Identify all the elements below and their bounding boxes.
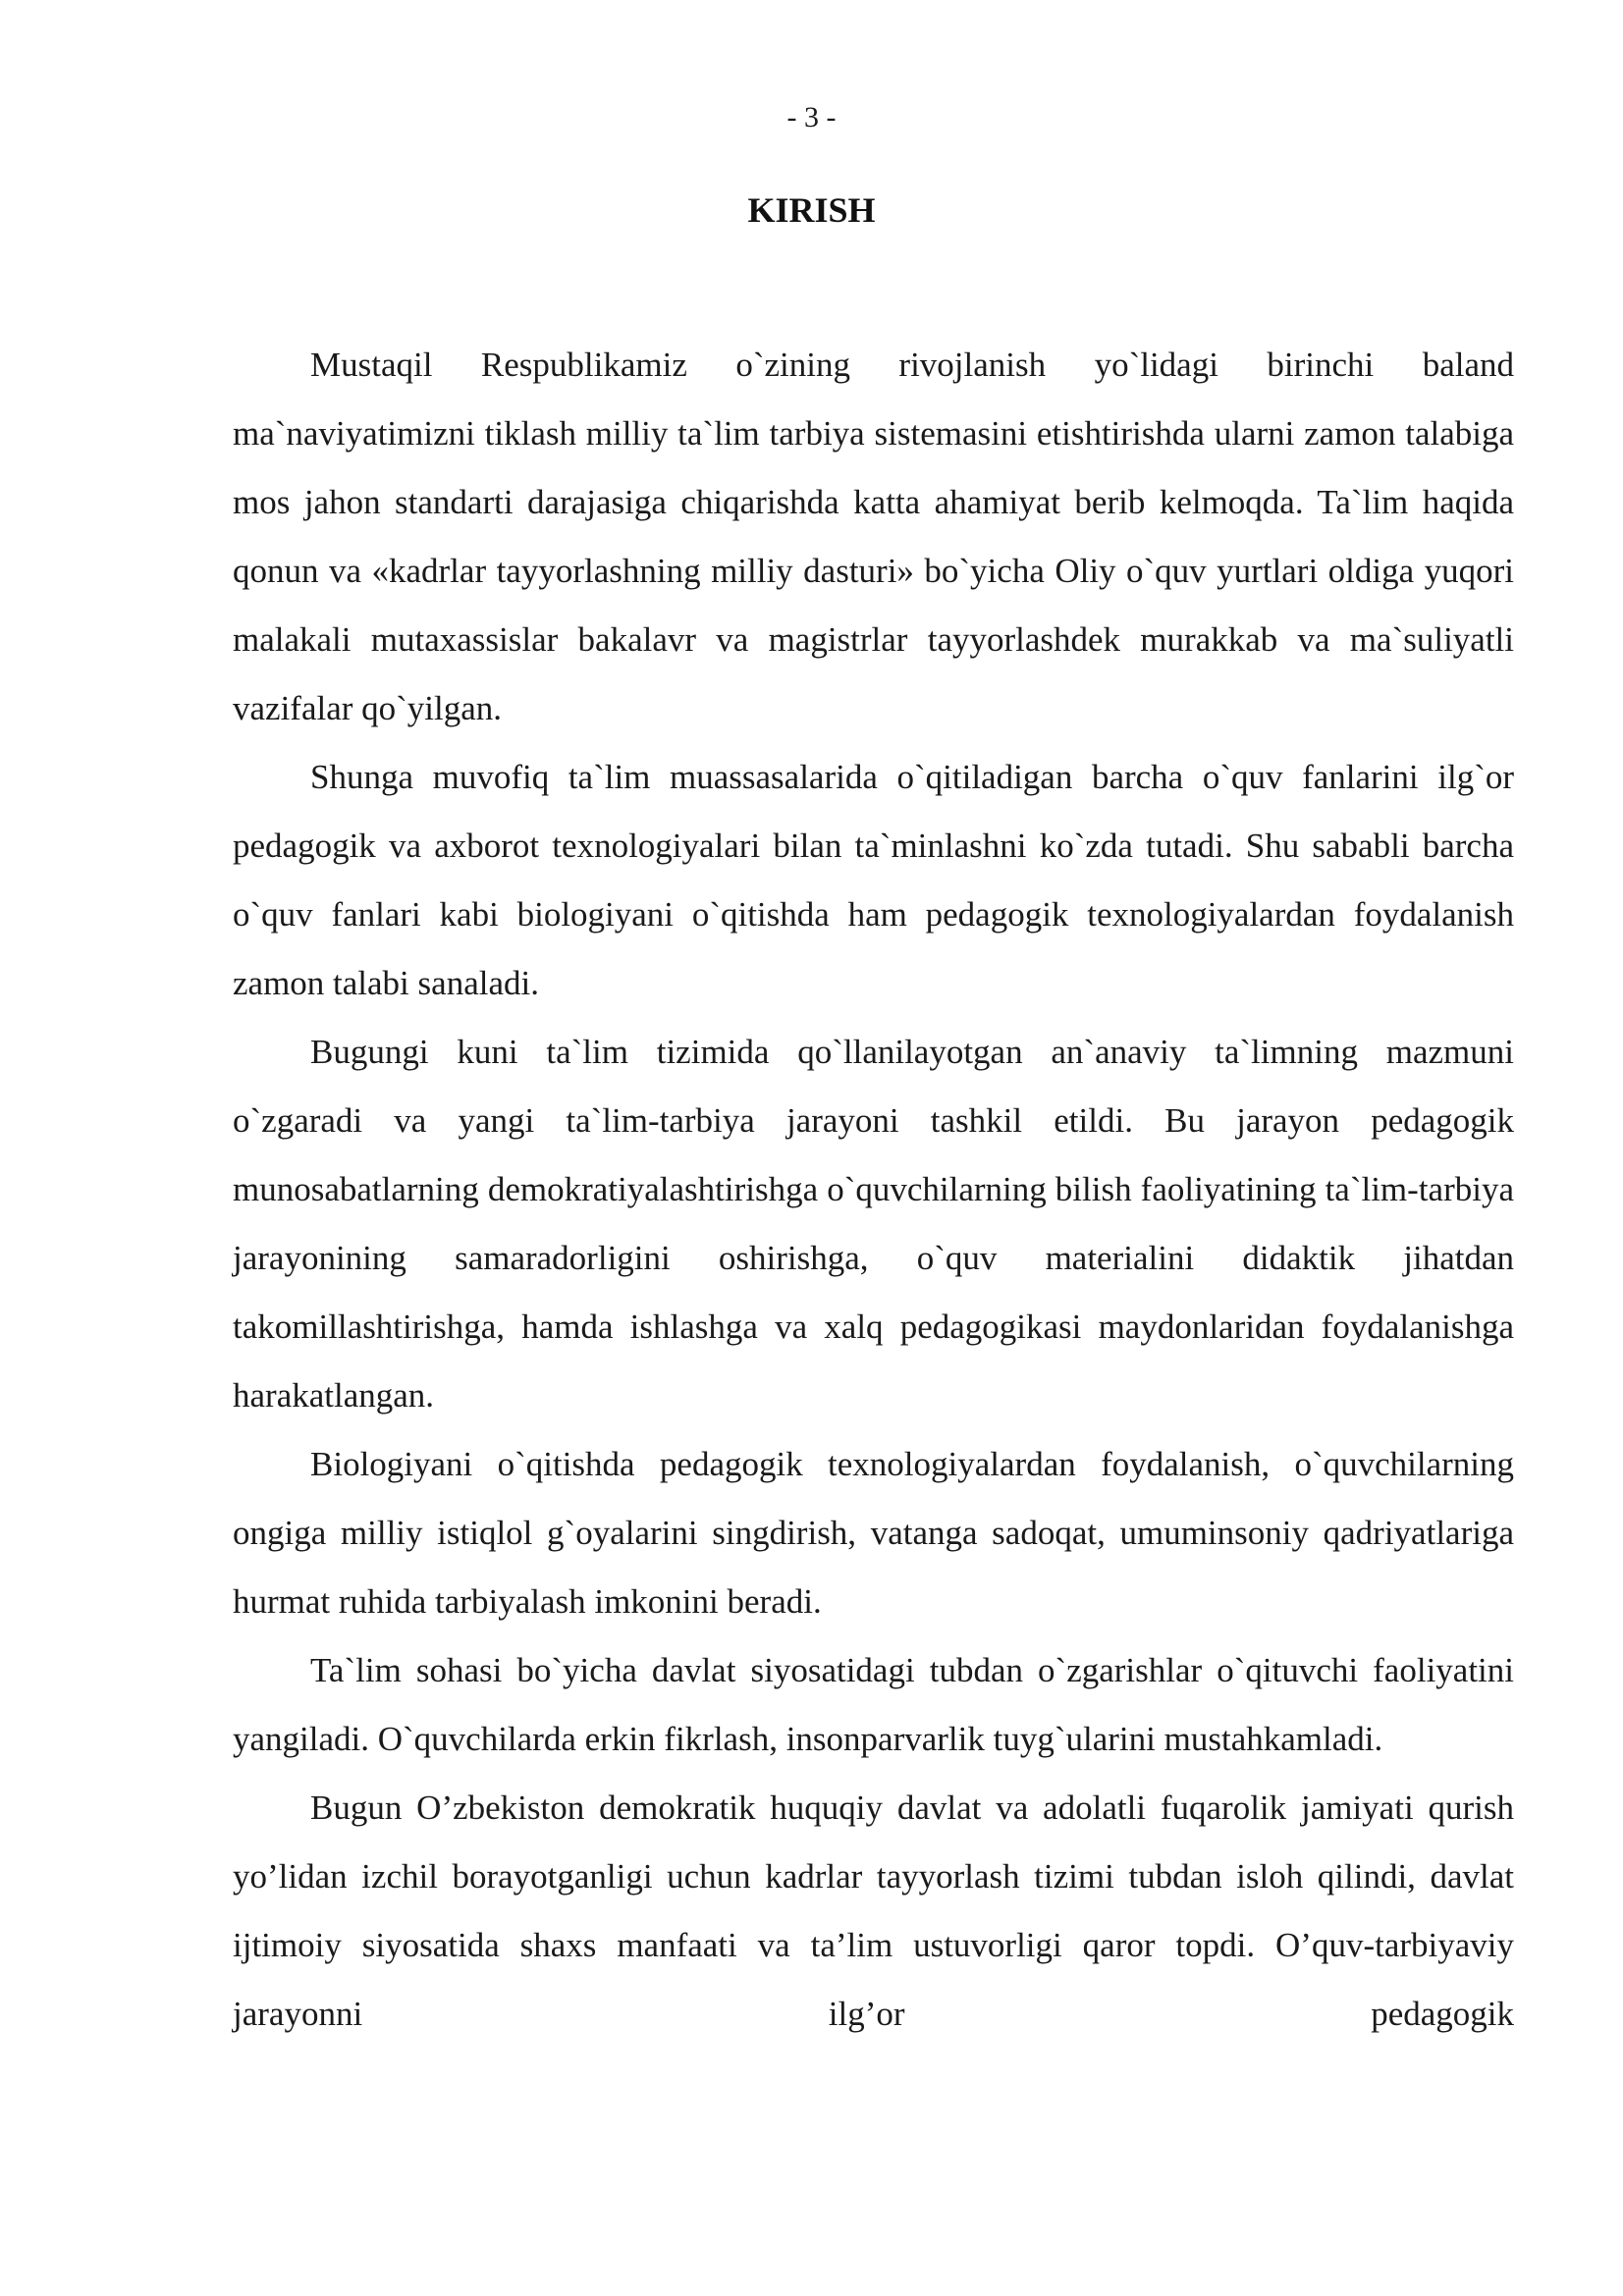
- paragraph: Bugungi kuni ta`lim tizimida qo`llanilayotgan an`anaviy ta`limning mazmuni o`zgaradi va yangi ta`lim-tarbiya jarayoni tashkil etildi. Bu jarayon pedagogik munosabatlarning demokratiyalashtirishga o`quvchilarning bilish faoliyatining ta`lim-tarbiya jarayonining samaradorligini oshirishga, o`quv materialini didaktik jihatdan takomillashtirishga, hamda ishlashga va xalq pedagogikasi maydonlaridan foydalanishga harakatlangan.: [233, 1033, 1514, 1415]
- section-heading: KIRISH: [747, 190, 876, 230]
- paragraph: Ta`lim sohasi bo`yicha davlat siyosatidagi tubdan o`zgarishlar o`qituvchi faoliyatini yangiladi. O`quvchilarda erkin fikrlash, insonparvarlik tuyg`ularini mustahkamladi.: [233, 1651, 1514, 1758]
- paragraph: Bugun O’zbekiston demokratik huquqiy davlat va adolatli fuqarolik jamiyati qurish yo’lidan izchil borayotganligi uchun kadrlar tayyorlash tizimi tubdan isloh qilindi, davlat ijtimoiy siyosatida shaxs manfaati va ta’lim ustuvorligi qaror topdi. O’quv-tarbiyaviy jarayonni ilg’or pedagogik: [233, 1789, 1514, 2033]
- body-text: [233, 331, 1514, 2049]
- paragraph: Shunga muvofiq ta`lim muassasalarida o`qitiladigan barcha o`quv fanlarini ilg`or pedagogik va axborot texnologiyalari bilan ta`minlashni ko`zda tutadi. Shu sababli barcha o`quv fanlari kabi biologiyani o`qitishda ham pedagogik texnologiyalardan foydalanish zamon talabi sanaladi.: [233, 758, 1514, 1002]
- paragraph: Biologiyani o`qitishda pedagogik texnologiyalardan foydalanish, o`quvchilarning ongiga milliy istiqlol g`oyalarini singdirish, vatanga sadoqat, umuminsoniy qadriyatlariga hurmat ruhida tarbiyalash imkonini beradi.: [233, 1445, 1514, 1621]
- page-number: - 3 -: [786, 101, 837, 133]
- paragraph: Mustaqil Respublikamiz o`zining rivojlanish yo`lidagi birinchi baland ma`naviyatimizni tiklash milliy ta`lim tarbiya sistemasini etishtirishda ularni zamon talabiga mos jahon standarti darajasiga chiqarishda katta ahamiyat berib kelmoqda. Ta`lim haqida qonun va «kadrlar tayyorlashning milliy dasturi» bo`yicha Oliy o`quv yurtlari oldiga yuqori malakali mutaxassislar bakalavr va magistrlar tayyorlashdek murakkab va ma`suliyatli vazifalar qo`yilgan.: [233, 346, 1514, 727]
